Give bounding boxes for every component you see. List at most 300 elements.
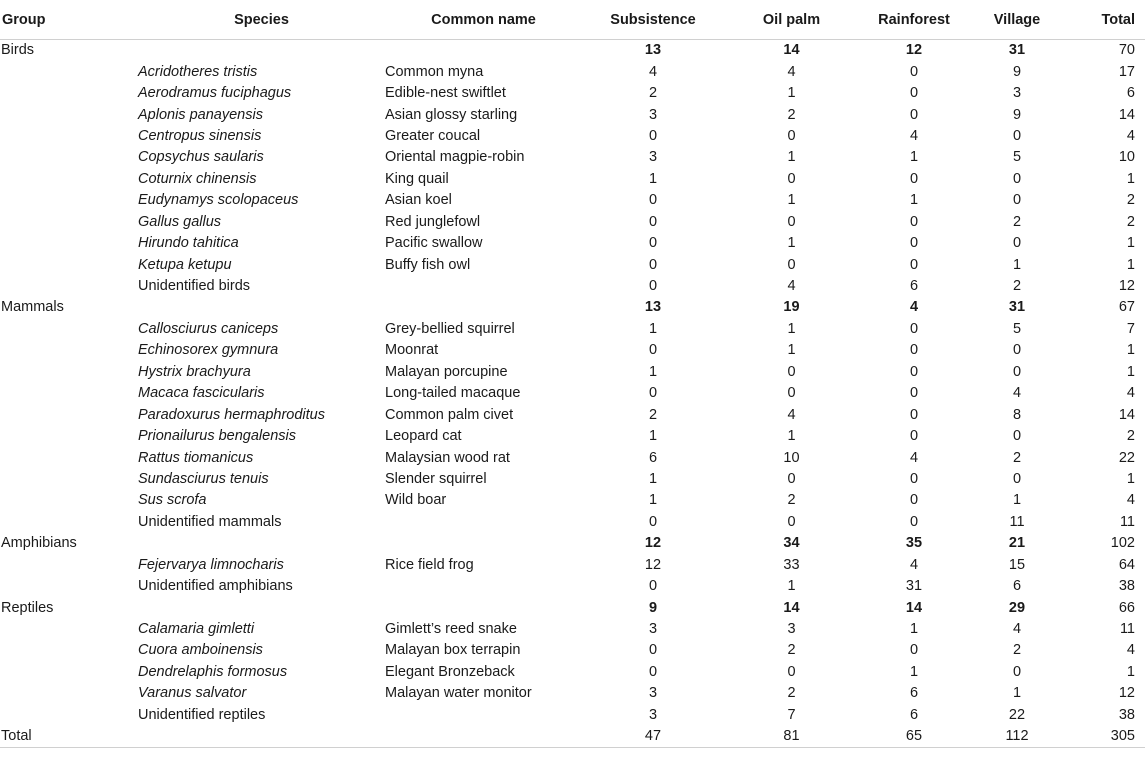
cell-group	[0, 426, 133, 447]
cell-total: 1	[1126, 663, 1135, 680]
cell-species: Aerodramus fuciphagus	[138, 85, 292, 102]
cell-group	[0, 619, 133, 640]
cell-oil-palm: 3	[787, 621, 796, 638]
cell-total: 4	[1126, 642, 1135, 659]
cell-group	[0, 512, 133, 533]
cell-rainforest: 1	[909, 621, 919, 638]
cell-common-name: Common palm civet	[385, 406, 514, 423]
table-row	[0, 404, 1145, 425]
cell-common-name: Leopard cat	[385, 428, 462, 445]
cell-group: Total	[0, 726, 133, 748]
cell-rainforest: 14	[905, 599, 923, 616]
header-species: Species	[133, 0, 385, 40]
cell-group	[0, 276, 133, 297]
cell-village: 31	[1008, 299, 1026, 316]
cell-total: 10	[1118, 149, 1135, 166]
cell-species: Unidentified birds	[138, 278, 251, 295]
cell-rainforest: 0	[909, 406, 919, 423]
cell-species: Prionailurus bengalensis	[138, 428, 296, 445]
cell-species: Gallus gallus	[138, 213, 222, 230]
cell-oil-palm: 2	[787, 642, 796, 659]
cell-oil-palm: 1	[787, 85, 796, 102]
cell-total: 2	[1126, 428, 1135, 445]
cell-total: 1	[1126, 170, 1135, 187]
cell-oil-palm: 4	[787, 278, 796, 295]
cell-common-name: Malaysian wood rat	[385, 449, 510, 466]
cell-total: 305	[1065, 726, 1145, 748]
cell-group	[0, 126, 133, 147]
cell-village: 0	[1012, 342, 1022, 359]
cell-rainforest: 1	[909, 663, 919, 680]
cell-common-name	[385, 576, 582, 597]
table-row	[0, 169, 1145, 190]
cell-village: 0	[1012, 192, 1022, 209]
cell-rainforest: 1	[909, 192, 919, 209]
cell-common-name	[385, 297, 582, 318]
cell-group	[0, 490, 133, 511]
cell-common-name	[385, 512, 582, 533]
cell-group	[0, 340, 133, 361]
cell-village: 8	[1012, 406, 1022, 423]
cell-subsistence: 3	[648, 685, 658, 702]
cell-species: Dendrelaphis formosus	[138, 663, 288, 680]
cell-common-name: Pacific swallow	[385, 235, 483, 252]
cell-subsistence: 0	[648, 342, 658, 359]
cell-oil-palm: 33	[783, 556, 800, 573]
cell-group: Reptiles	[1, 599, 54, 616]
header-rainforest: Rainforest	[859, 0, 969, 40]
cell-village: 31	[1008, 42, 1026, 59]
cell-common-name: Red junglefowl	[385, 213, 481, 230]
cell-group: Birds	[1, 42, 35, 59]
table-row	[0, 254, 1145, 275]
cell-oil-palm: 1	[787, 320, 796, 337]
table-row	[0, 147, 1145, 168]
cell-group	[0, 576, 133, 597]
cell-total: 64	[1118, 556, 1135, 573]
cell-rainforest: 0	[909, 363, 919, 380]
cell-common-name: Malayan box terrapin	[385, 642, 521, 659]
cell-oil-palm: 0	[787, 385, 796, 402]
cell-oil-palm: 1	[787, 428, 796, 445]
cell-species: Echinosorex gymnura	[138, 342, 279, 359]
cell-village: 0	[1012, 127, 1022, 144]
cell-rainforest: 35	[905, 535, 923, 552]
cell-common-name: Moonrat	[385, 342, 439, 359]
table-row	[0, 705, 1145, 726]
cell-total: 67	[1118, 299, 1135, 316]
cell-subsistence: 0	[648, 278, 658, 295]
cell-subsistence: 0	[648, 127, 658, 144]
cell-group	[0, 190, 133, 211]
table-row	[0, 662, 1145, 683]
table-row	[0, 190, 1145, 211]
cell-oil-palm: 0	[787, 363, 796, 380]
cell-total: 66	[1118, 599, 1135, 616]
cell-common-name: Gimlett’s reed snake	[385, 621, 517, 638]
cell-rainforest: 4	[909, 449, 919, 466]
cell-total: 1	[1126, 256, 1135, 273]
cell-oil-palm: 0	[787, 513, 796, 530]
cell-rainforest: 4	[909, 556, 919, 573]
cell-oil-palm: 2	[787, 106, 796, 123]
cell-subsistence: 47	[582, 726, 724, 748]
cell-village: 5	[1012, 149, 1022, 166]
cell-species: Unidentified reptiles	[138, 706, 266, 723]
cell-oil-palm: 1	[787, 192, 796, 209]
cell-rainforest: 0	[909, 470, 919, 487]
cell-oil-palm: 1	[787, 149, 796, 166]
table-row	[0, 640, 1145, 661]
cell-total: 7	[1126, 320, 1135, 337]
cell-subsistence: 4	[648, 63, 658, 80]
cell-common-name: Elegant Bronzeback	[385, 663, 515, 680]
cell-oil-palm: 0	[787, 256, 796, 273]
cell-subsistence: 3	[648, 706, 658, 723]
cell-oil-palm: 1	[787, 342, 796, 359]
cell-species: Copsychus saularis	[138, 149, 264, 166]
cell-total: 1	[1126, 342, 1135, 359]
cell-group	[0, 447, 133, 468]
cell-species: Macaca fascicularis	[138, 385, 265, 402]
cell-total: 17	[1118, 63, 1135, 80]
cell-subsistence: 12	[644, 556, 662, 573]
cell-common-name: Slender squirrel	[385, 470, 487, 487]
cell-rainforest: 6	[909, 685, 919, 702]
cell-total: 11	[1119, 513, 1135, 530]
table-body	[0, 40, 1145, 748]
cell-rainforest: 0	[909, 213, 919, 230]
cell-subsistence: 2	[648, 406, 658, 423]
cell-subsistence: 2	[648, 85, 658, 102]
cell-rainforest: 0	[909, 170, 919, 187]
cell-group	[0, 61, 133, 82]
cell-group	[0, 404, 133, 425]
cell-common-name: King quail	[385, 170, 449, 187]
cell-species	[133, 40, 385, 62]
cell-subsistence: 3	[648, 149, 658, 166]
cell-subsistence: 3	[648, 621, 658, 638]
cell-village: 1	[1012, 492, 1022, 509]
cell-group: Mammals	[1, 299, 64, 316]
cell-species: Hystrix brachyura	[138, 363, 251, 380]
cell-total: 12	[1118, 685, 1135, 702]
cell-village: 4	[1012, 621, 1022, 638]
cell-village: 21	[1008, 535, 1026, 552]
cell-total: 1	[1126, 235, 1135, 252]
table-row	[0, 426, 1145, 447]
cell-subsistence: 0	[648, 256, 658, 273]
header-row	[0, 0, 1145, 40]
cell-total: 22	[1118, 449, 1135, 466]
cell-species: Aplonis panayensis	[138, 106, 263, 123]
cell-village: 29	[1008, 599, 1026, 616]
cell-rainforest: 0	[909, 642, 919, 659]
cell-species	[133, 597, 385, 618]
cell-species: Coturnix chinensis	[138, 170, 257, 187]
cell-species: Centropus sinensis	[138, 127, 262, 144]
cell-rainforest: 0	[909, 342, 919, 359]
cell-species: Hirundo tahitica	[138, 235, 239, 252]
cell-rainforest: 0	[909, 85, 919, 102]
cell-total: 11	[1119, 621, 1135, 638]
cell-group	[0, 233, 133, 254]
cell-subsistence: 0	[648, 213, 658, 230]
table-row	[0, 83, 1145, 104]
cell-group	[0, 83, 133, 104]
cell-species: Unidentified amphibians	[138, 578, 293, 595]
cell-species	[133, 297, 385, 318]
cell-rainforest: 0	[909, 428, 919, 445]
header-oil-palm: Oil palm	[724, 0, 859, 40]
cell-species: Eudynamys scolopaceus	[138, 192, 299, 209]
cell-subsistence: 0	[648, 578, 658, 595]
cell-oil-palm: 7	[787, 706, 796, 723]
table-row	[0, 490, 1145, 511]
cell-group	[0, 662, 133, 683]
cell-oil-palm: 2	[787, 685, 796, 702]
cell-total: 102	[1110, 535, 1135, 552]
cell-village: 22	[1008, 706, 1026, 723]
cell-subsistence: 0	[648, 513, 658, 530]
cell-rainforest: 4	[909, 299, 919, 316]
cell-group	[0, 212, 133, 233]
cell-subsistence: 1	[648, 492, 658, 509]
cell-subsistence: 0	[648, 642, 658, 659]
table-row	[0, 319, 1145, 340]
table-row	[0, 383, 1145, 404]
cell-common-name	[385, 726, 582, 748]
cell-subsistence: 6	[648, 449, 658, 466]
total-row	[0, 726, 1145, 748]
cell-total: 1	[1126, 363, 1135, 380]
header-common-name: Common name	[385, 0, 582, 40]
table-row	[0, 212, 1145, 233]
cell-total: 2	[1126, 192, 1135, 209]
header-subsistence: Subsistence	[582, 0, 724, 40]
cell-subsistence: 0	[648, 385, 658, 402]
cell-total: 38	[1118, 706, 1135, 723]
cell-village: 0	[1012, 235, 1022, 252]
cell-total: 38	[1118, 578, 1135, 595]
cell-oil-palm: 0	[787, 663, 796, 680]
cell-group	[0, 640, 133, 661]
cell-village: 0	[1012, 428, 1022, 445]
cell-village: 0	[1012, 363, 1022, 380]
cell-oil-palm: 4	[787, 63, 796, 80]
cell-group	[0, 705, 133, 726]
table-row	[0, 683, 1145, 704]
cell-subsistence: 0	[648, 235, 658, 252]
table-row	[0, 555, 1145, 576]
cell-group	[0, 104, 133, 125]
table-row	[0, 469, 1145, 490]
table-row	[0, 61, 1145, 82]
cell-common-name: Rice field frog	[385, 556, 474, 573]
cell-species: Sundasciurus tenuis	[138, 470, 269, 487]
cell-rainforest: 65	[859, 726, 969, 748]
cell-species	[133, 726, 385, 748]
table-row	[0, 104, 1145, 125]
cell-rainforest: 31	[905, 578, 923, 595]
cell-subsistence: 1	[648, 470, 658, 487]
cell-species: Rattus tiomanicus	[138, 449, 254, 466]
cell-oil-palm: 14	[783, 599, 800, 616]
cell-subsistence: 3	[648, 106, 658, 123]
cell-total: 70	[1118, 42, 1135, 59]
cell-oil-palm: 0	[787, 470, 796, 487]
cell-common-name: Greater coucal	[385, 127, 481, 144]
cell-common-name: Asian koel	[385, 192, 452, 209]
cell-oil-palm: 2	[787, 492, 796, 509]
cell-rainforest: 12	[905, 42, 923, 59]
group-row	[0, 597, 1145, 618]
cell-total: 1	[1126, 470, 1135, 487]
cell-village: 2	[1012, 449, 1022, 466]
cell-village: 2	[1012, 642, 1022, 659]
table-row	[0, 126, 1145, 147]
cell-rainforest: 0	[909, 106, 919, 123]
cell-village: 15	[1008, 556, 1026, 573]
cell-total: 12	[1118, 278, 1135, 295]
cell-species: Acridotheres tristis	[138, 63, 258, 80]
cell-village: 2	[1012, 213, 1022, 230]
cell-group	[0, 362, 133, 383]
cell-common-name: Malayan porcupine	[385, 363, 508, 380]
cell-common-name: Common myna	[385, 63, 484, 80]
cell-rainforest: 0	[909, 235, 919, 252]
table-row	[0, 447, 1145, 468]
cell-subsistence: 13	[644, 299, 662, 316]
cell-species: Fejervarya limnocharis	[138, 556, 284, 573]
cell-oil-palm: 10	[783, 449, 800, 466]
header-total: Total	[1065, 0, 1145, 40]
cell-common-name: Buffy fish owl	[385, 256, 471, 273]
cell-species: Calamaria gimletti	[138, 621, 255, 638]
cell-common-name: Grey-bellied squirrel	[385, 320, 515, 337]
cell-total: 14	[1118, 406, 1135, 423]
cell-village: 6	[1012, 578, 1022, 595]
cell-village: 0	[1012, 663, 1022, 680]
table-row	[0, 233, 1145, 254]
cell-subsistence: 0	[648, 663, 658, 680]
cell-oil-palm: 34	[783, 535, 800, 552]
cell-village: 11	[1009, 513, 1025, 530]
cell-species: Varanus salvator	[138, 685, 247, 702]
cell-rainforest: 0	[909, 513, 919, 530]
cell-total: 6	[1126, 85, 1135, 102]
cell-oil-palm: 0	[787, 127, 796, 144]
table-row	[0, 619, 1145, 640]
cell-oil-palm: 0	[787, 213, 796, 230]
cell-village: 0	[1012, 170, 1022, 187]
table-row	[0, 340, 1145, 361]
cell-common-name: Asian glossy starling	[385, 106, 518, 123]
cell-oil-palm: 0	[787, 170, 796, 187]
cell-village: 3	[1012, 85, 1022, 102]
cell-rainforest: 0	[909, 63, 919, 80]
cell-rainforest: 0	[909, 256, 919, 273]
cell-village: 9	[1012, 106, 1022, 123]
cell-oil-palm: 81	[724, 726, 859, 748]
cell-common-name	[385, 40, 582, 62]
cell-rainforest: 0	[909, 320, 919, 337]
cell-species: Callosciurus caniceps	[138, 320, 279, 337]
cell-common-name: Malayan water monitor	[385, 685, 532, 702]
cell-total: 4	[1126, 492, 1135, 509]
cell-village: 1	[1012, 685, 1022, 702]
cell-subsistence: 1	[648, 320, 658, 337]
cell-species: Cuora amboinensis	[138, 642, 263, 659]
cell-subsistence: 1	[648, 170, 658, 187]
cell-species: Paradoxurus hermaphroditus	[138, 406, 325, 423]
cell-group	[0, 319, 133, 340]
table-row	[0, 576, 1145, 597]
cell-subsistence: 9	[648, 599, 658, 616]
cell-village: 2	[1012, 278, 1022, 295]
cell-village: 112	[969, 726, 1065, 748]
cell-total: 14	[1118, 106, 1135, 123]
cell-rainforest: 0	[909, 492, 919, 509]
table-row	[0, 362, 1145, 383]
cell-group	[0, 469, 133, 490]
cell-common-name	[385, 705, 582, 726]
group-row	[0, 297, 1145, 318]
cell-oil-palm: 14	[783, 42, 800, 59]
cell-total: 4	[1126, 127, 1135, 144]
cell-subsistence: 13	[644, 42, 662, 59]
cell-total: 2	[1126, 213, 1135, 230]
cell-oil-palm: 1	[787, 578, 796, 595]
cell-rainforest: 1	[909, 149, 919, 166]
cell-oil-palm: 1	[787, 235, 796, 252]
cell-common-name	[385, 597, 582, 618]
cell-common-name: Long-tailed macaque	[385, 385, 521, 402]
cell-subsistence: 1	[648, 428, 658, 445]
cell-common-name	[385, 276, 582, 297]
cell-group	[0, 254, 133, 275]
cell-subsistence: 1	[648, 363, 658, 380]
cell-common-name: Oriental magpie-robin	[385, 149, 525, 166]
cell-species	[133, 533, 385, 554]
cell-village: 0	[1012, 470, 1022, 487]
cell-village: 9	[1012, 63, 1022, 80]
table-row	[0, 276, 1145, 297]
group-row	[0, 40, 1145, 62]
cell-subsistence: 12	[644, 535, 662, 552]
cell-species: Ketupa ketupu	[138, 256, 232, 273]
cell-village: 1	[1012, 256, 1022, 273]
cell-group: Amphibians	[1, 535, 77, 552]
cell-common-name: Edible-nest swiftlet	[385, 85, 506, 102]
cell-oil-palm: 4	[787, 406, 796, 423]
cell-group	[0, 383, 133, 404]
cell-common-name: Wild boar	[385, 492, 447, 509]
group-row	[0, 533, 1145, 554]
cell-rainforest: 4	[909, 127, 919, 144]
cell-group	[0, 169, 133, 190]
cell-group	[0, 683, 133, 704]
cell-species: Unidentified mammals	[138, 513, 282, 530]
cell-oil-palm: 19	[783, 299, 800, 316]
header-group: Group	[0, 0, 133, 40]
cell-species: Sus scrofa	[138, 492, 207, 509]
header-village: Village	[969, 0, 1065, 40]
cell-rainforest: 0	[909, 385, 919, 402]
cell-common-name	[385, 533, 582, 554]
cell-group	[0, 147, 133, 168]
cell-total: 4	[1126, 385, 1135, 402]
